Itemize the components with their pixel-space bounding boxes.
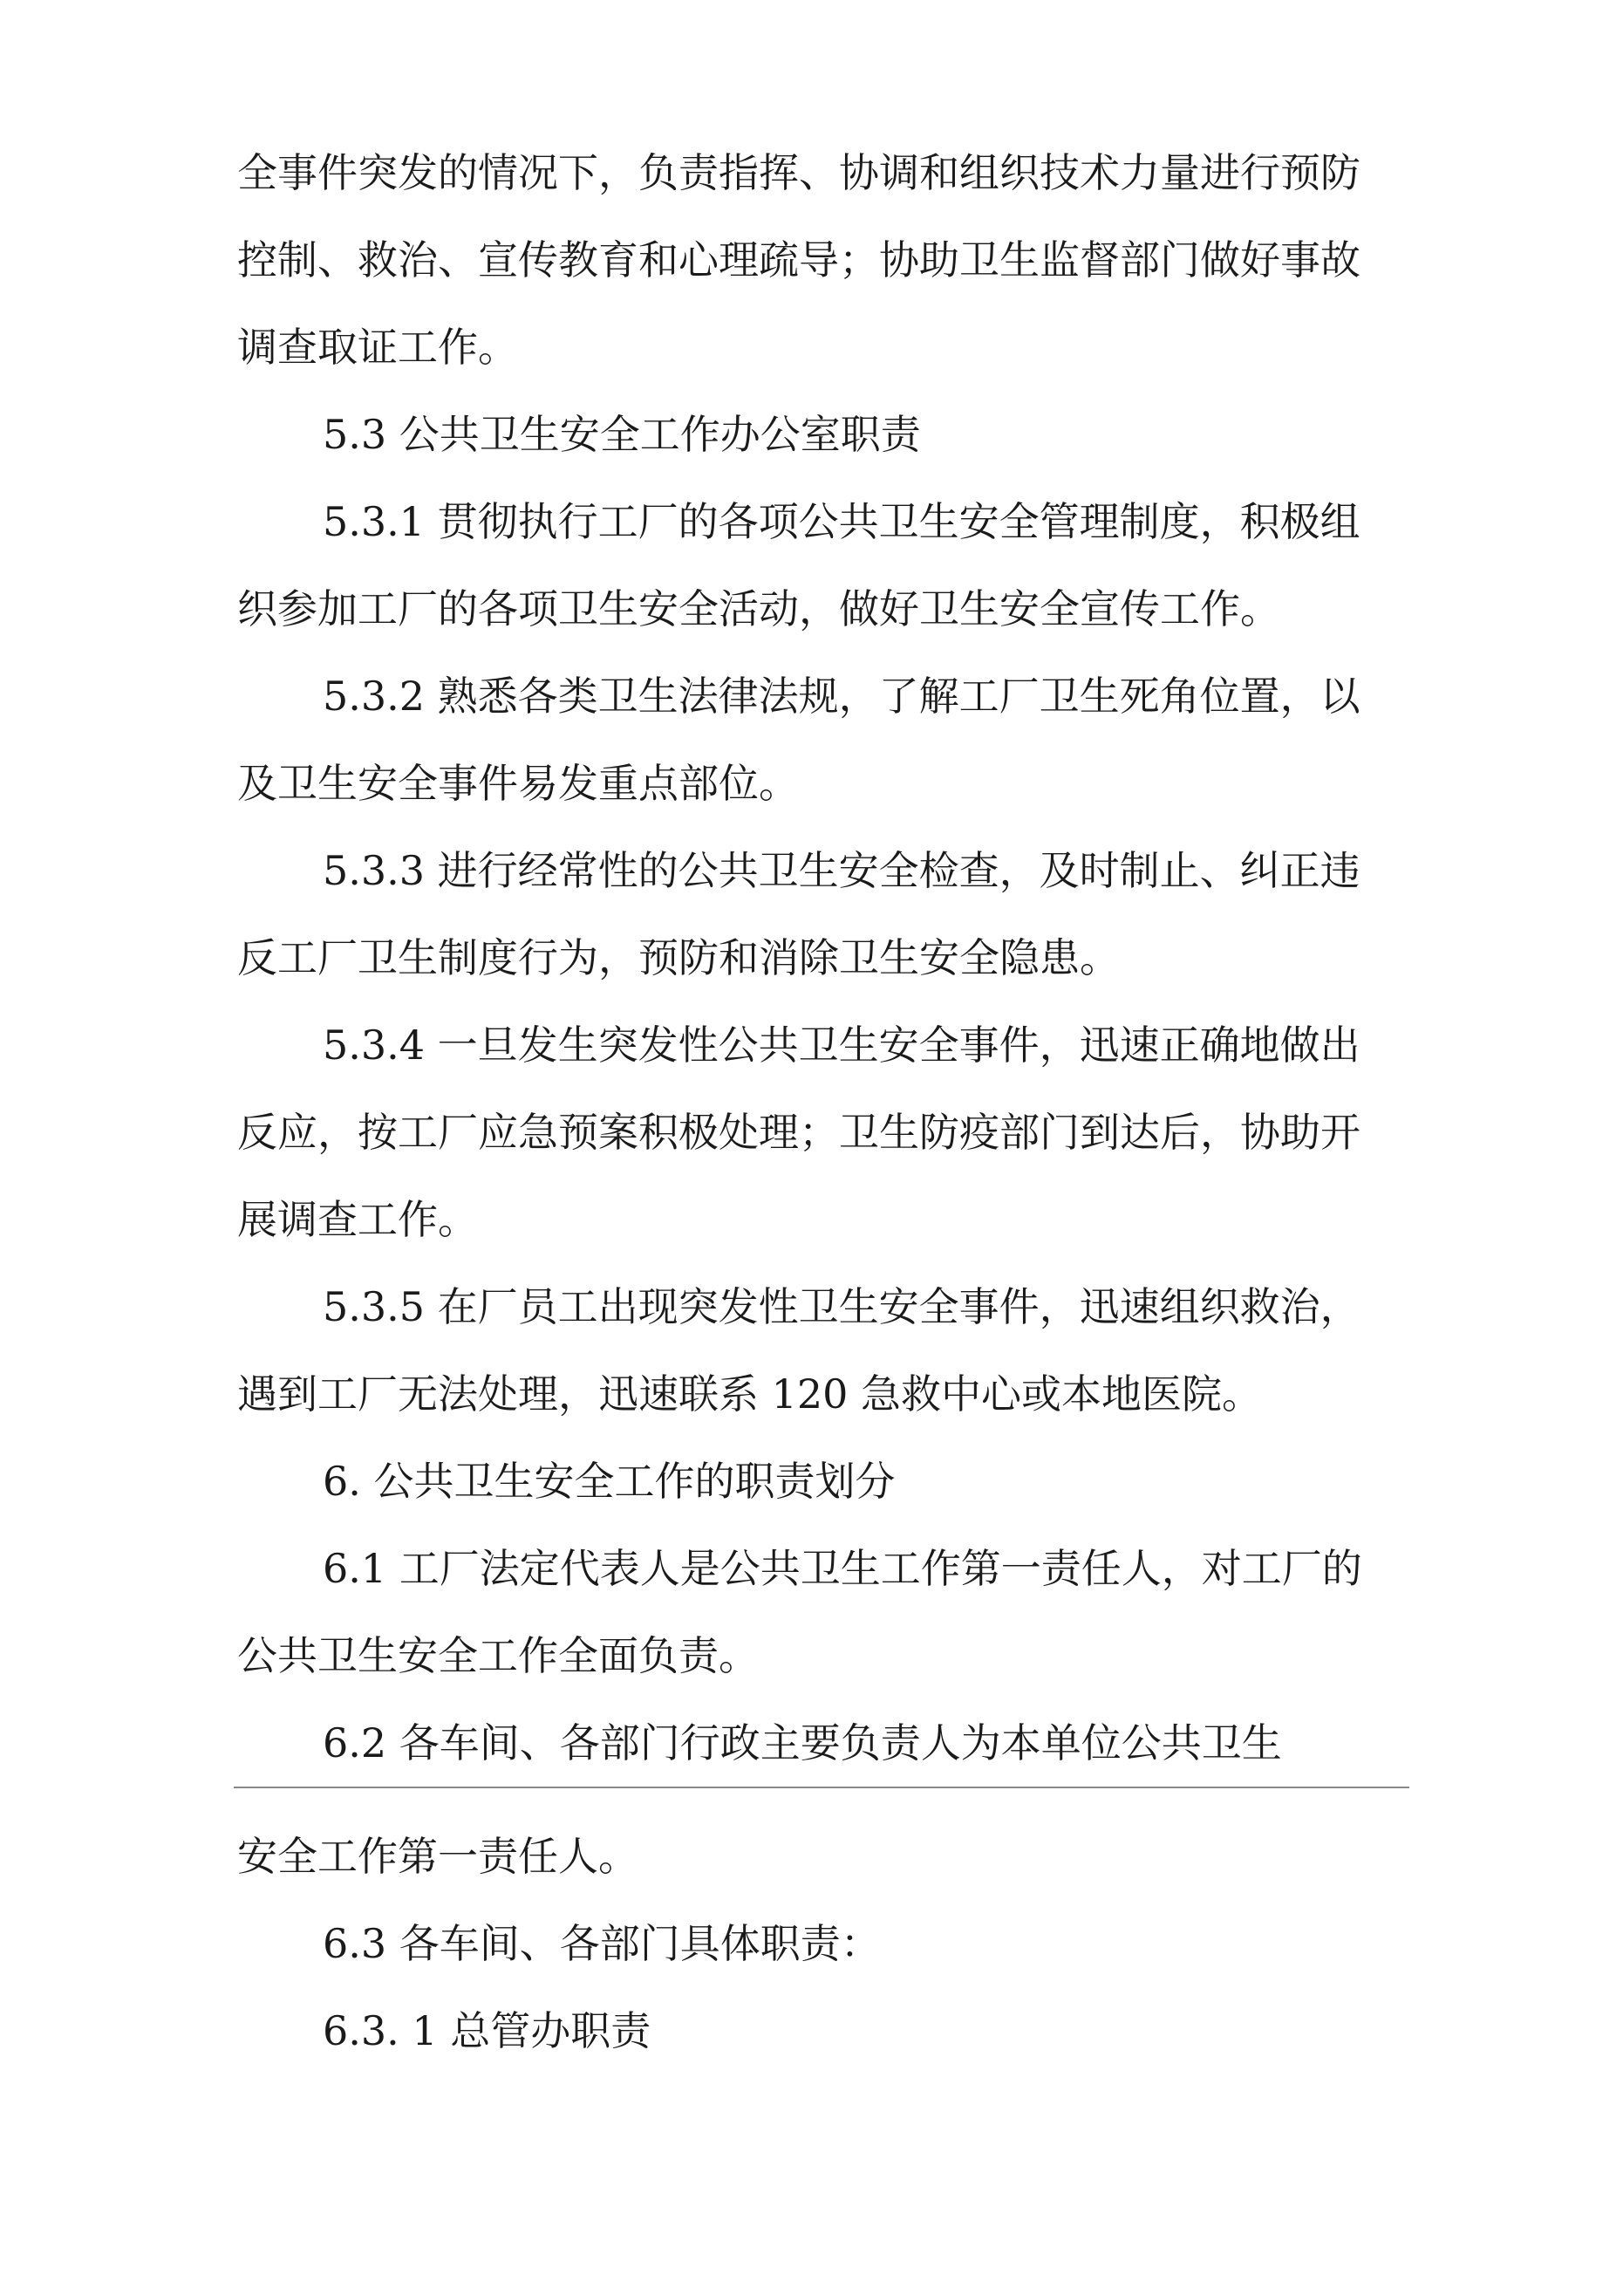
paragraph-5-3-2-line: 及卫生安全事件易发重点部位。 [237,760,799,807]
paragraph-line: 安全工作第一责任人。 [237,1833,638,1880]
paragraph-line: 调查取证工作。 [237,324,518,371]
paragraph-5-3-4-line: 反应，按工厂应急预案积极处理；卫生防疫部门到达后，协助开 [237,1109,1360,1156]
paragraph-5-3-1-line: 5.3.1 贯彻执行工厂的各项公共卫生安全管理制度，积极组 [323,498,1360,545]
section-heading-5-3: 5.3 公共卫生安全工作办公室职责 [323,411,921,458]
paragraph-6-1-line: 6.1 工厂法定代表人是公共卫生工作第一责任人，对工厂的 [323,1545,1362,1592]
paragraph-line: 全事件突发的情况下，负责指挥、协调和组织技术力量进行预防 [237,149,1360,196]
paragraph-5-3-5-line: 5.3.5 在厂员工出现突发性卫生安全事件，迅速组织救治， [323,1283,1360,1330]
paragraph-5-3-2-line: 5.3.2 熟悉各类卫生法律法规，了解工厂卫生死角位置，以 [323,673,1360,720]
paragraph-line: 控制、救治、宣传教育和心理疏导；协助卫生监督部门做好事故 [237,236,1360,284]
paragraph-6-1-line: 公共卫生安全工作全面负责。 [237,1632,759,1679]
paragraph-5-3-4-line: 展调查工作。 [237,1196,478,1243]
paragraph-6-2-line: 6.2 各车间、各部门行政主要负责人为本单位公共卫生 [323,1719,1282,1766]
paragraph-5-3-3-line: 反工厂卫生制度行为，预防和消除卫生安全隐患。 [237,934,1120,981]
paragraph-5-3-1-line: 织参加工厂的各项卫生安全活动，做好卫生安全宣传工作。 [237,585,1280,632]
paragraph-5-3-5-line: 遇到工厂无法处理，迅速联系 120 急救中心或本地医院。 [237,1370,1263,1418]
page-break-divider [234,1787,1409,1788]
paragraph-5-3-4-line: 5.3.4 一旦发生突发性公共卫生安全事件，迅速正确地做出 [323,1022,1360,1069]
paragraph-5-3-3-line: 5.3.3 进行经常性的公共卫生安全检查，及时制止、纠正违 [323,847,1360,894]
section-heading-6: 6. 公共卫生安全工作的职责划分 [323,1458,896,1505]
section-heading-6-3-1: 6.3. 1 总管办职责 [323,2007,651,2054]
section-heading-6-3: 6.3 各车间、各部门具体职责： [323,1920,881,1967]
